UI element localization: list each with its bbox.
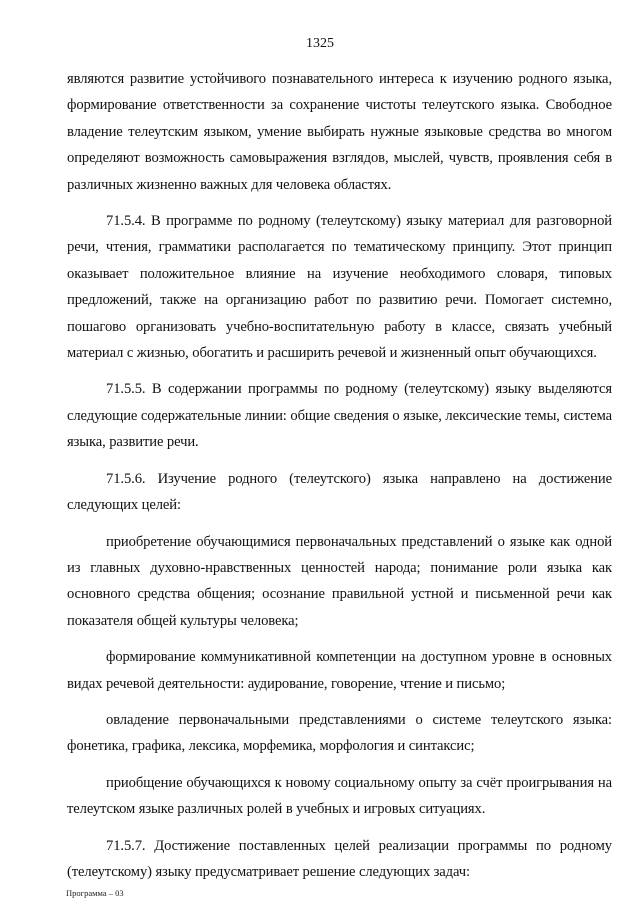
paragraph-71-5-7: 71.5.7. Достижение поставленных целей реализации программы по родному (телеутскому) языку предусматривает решение следующих задач: xyxy=(67,837,612,880)
page-number: 1325 xyxy=(306,36,334,51)
paragraph-continuation: являются развитие устойчивого познавательного интереса к изучению родного языка, формирование ответственности за сохранение чистоты телеутского языка. Свободное владение телеутским языком, умение выбирать нужные языковые средства во многом определяют возможность самовыражения взглядов, мыслей, чувств, проявления себя в различных жизненно важных для человека областях. xyxy=(67,71,612,193)
goal-item-4: приобщение обучающихся к новому социальному опыту за счёт проигрывания на телеутском языке различных ролей в учебных и игровых ситуациях. xyxy=(67,774,612,818)
goal-item-1: приобретение обучающимися первоначальных представлений о языке как одной из главных духовно-нравственных ценностей народа; понимание роли языка как основного средства общения; осознание правильной устной и письменной речи как показателя общей культуры человека; xyxy=(67,533,612,629)
goal-item-3: овладение первоначальными представлениями о системе телеутского языка: фонетика, графика, лексика, морфемика, морфология и синтаксис; xyxy=(67,711,612,755)
goal-item-2: формирование коммуникативной компетенции на доступном уровне в основных видах речевой деятельности: аудирование, говорение, чтение и письмо; xyxy=(67,649,612,692)
paragraph-71-5-6: 71.5.6. Изучение родного (телеутского) языка направлено на достижение следующих целей: xyxy=(67,470,612,514)
footer-label: Программа – 03 xyxy=(66,888,124,898)
paragraph-71-5-4: 71.5.4. В программе по родному (телеутскому) языку материал для разговорной речи, чтения, грамматики располагается по тематическому принципу. Этот принцип оказывает положительное влияние на изучение необходимого словаря, типовых предложений, также на организацию работ по развитию речи. Помогает системно, пошагово организовать учебно-воспитательную работу в классе, связать учебный материал с жизнью, обогатить и расширить речевой и жизненный опыт обучающихся. xyxy=(67,213,612,362)
document-body xyxy=(67,66,612,895)
paragraph-71-5-5: 71.5.5. В содержании программы по родному (телеутскому) языку выделяются следующие содержательные линии: общие сведения о языке, лексические темы, система языка, развитие речи. xyxy=(67,381,612,451)
